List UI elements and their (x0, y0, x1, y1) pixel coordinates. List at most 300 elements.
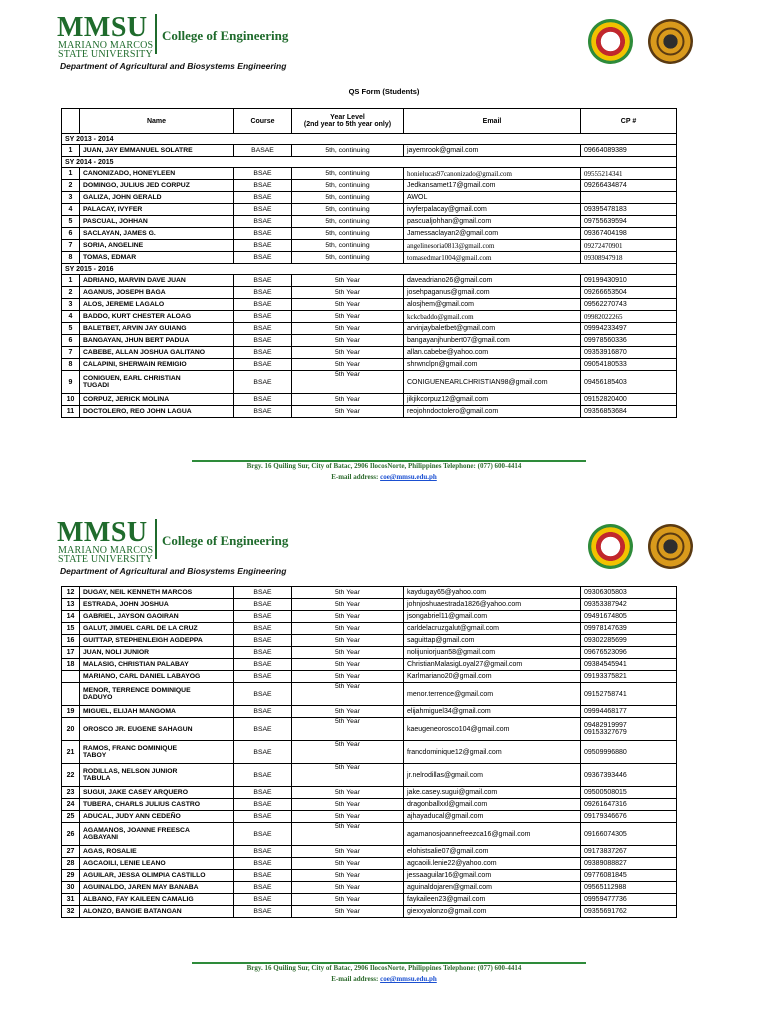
course: BSAE (234, 799, 292, 811)
table-row (62, 299, 677, 311)
cp-number: 09491674805 (581, 611, 677, 623)
cp-number (581, 192, 677, 204)
cp-number: 09676523096 (581, 647, 677, 659)
course: BSAE (234, 882, 292, 894)
course: BSAE (234, 683, 292, 706)
footer-email (0, 975, 768, 983)
student-name: SORIA, ANGELINE (80, 240, 234, 252)
mmsu-logo (57, 519, 165, 565)
student-name: ESTRADA, JOHN JOSHUA (80, 599, 234, 611)
table-row (62, 252, 677, 264)
col-header-course: Course (234, 109, 292, 134)
email: elohistsalie07@gmail.com (404, 846, 581, 858)
email: ivyferpalacay@gmail.com (404, 204, 581, 216)
student-name: AGUINALDO, JAREN MAY BANABA (80, 882, 234, 894)
year-level: 5th Year (292, 347, 404, 359)
row-number: 7 (62, 240, 80, 252)
row-number: 24 (62, 799, 80, 811)
school-year-row (62, 157, 677, 168)
student-name-line-1: RAMOS, FRANC DOMINIQUE (83, 745, 178, 752)
student-name: SACLAYAN, JAMES G. (80, 228, 234, 240)
school-year-label: SY 2015 - 2016 (62, 264, 677, 275)
year-level: 5th Year (292, 371, 404, 394)
email: nolijuniorjuan58@gmail.com (404, 647, 581, 659)
footer-address (0, 964, 768, 972)
student-name: ADRIANO, MARVIN DAVE JUAN (80, 275, 234, 287)
table-row (62, 870, 677, 882)
row-number: 7 (62, 347, 80, 359)
row-number: 20 (62, 718, 80, 741)
student-name-line-2: AGBAYANI (83, 834, 119, 841)
row-number: 23 (62, 787, 80, 799)
table-row (62, 611, 677, 623)
email: tomasedmar1004@gmail.com (404, 252, 581, 264)
course: BSAE (234, 741, 292, 764)
year-level: 5th Year (292, 741, 404, 764)
table-row (62, 204, 677, 216)
student-name-line-2: TABOY (83, 752, 107, 759)
row-number (62, 683, 80, 706)
student-name: CORPUZ, JERICK MOLINA (80, 394, 234, 406)
cp-number: 09384545941 (581, 659, 677, 671)
email: reojohndoctolero@gmail.com (404, 406, 581, 418)
year-level-label: Year Level (330, 114, 365, 121)
table-row (62, 823, 677, 846)
course: BASAE (234, 145, 292, 157)
year-level: 5th, continuing (292, 228, 404, 240)
student-name: CABEBE, ALLAN JOSHUA GALITANO (80, 347, 234, 359)
student-name: ALOS, JEREME LAGALO (80, 299, 234, 311)
cp-number: 09555214341 (581, 168, 677, 180)
row-number: 31 (62, 894, 80, 906)
college-name: College of Engineering (162, 533, 289, 548)
table-row (62, 882, 677, 894)
cp-number (581, 718, 677, 741)
row-number: 1 (62, 168, 80, 180)
student-name-line-1: MENOR, TERRENCE DOMINIQUE (83, 687, 191, 694)
student-name (80, 823, 234, 846)
table-row (62, 846, 677, 858)
cp-number: 09395478183 (581, 204, 677, 216)
row-number: 4 (62, 204, 80, 216)
row-number: 22 (62, 764, 80, 787)
row-number: 10 (62, 394, 80, 406)
student-name: MALASIG, CHRISTIAN PALABAY (80, 659, 234, 671)
email: honielucas97canonizado@gmail.com (404, 168, 581, 180)
year-level: 5th Year (292, 635, 404, 647)
year-level-sublabel: (2nd year to 5th year only) (303, 121, 392, 128)
cp-number: 09959477736 (581, 894, 677, 906)
row-number: 30 (62, 882, 80, 894)
cp-number: 09355691762 (581, 906, 677, 918)
course: BSAE (234, 718, 292, 741)
course: BSAE (234, 275, 292, 287)
year-level: 5th Year (292, 894, 404, 906)
table-row (62, 180, 677, 192)
footer-email-label: E-mail address: (331, 473, 379, 481)
table-row (62, 906, 677, 918)
course: BSAE (234, 635, 292, 647)
cp-number: 09456185403 (581, 371, 677, 394)
row-number: 1 (62, 275, 80, 287)
footer-address-text: Brgy. 16 Quiling Sur, City of Batac, 2906 IlocosNorte, Philippines (246, 462, 442, 470)
cp-number: 09356853684 (581, 406, 677, 418)
cp-number: 09193375821 (581, 671, 677, 683)
course: BSAE (234, 287, 292, 299)
course: BSAE (234, 299, 292, 311)
university-seal-icon (588, 524, 633, 569)
row-number: 2 (62, 287, 80, 299)
email: alosjhem@gmail.com (404, 299, 581, 311)
row-number: 29 (62, 870, 80, 882)
student-name: AGANUS, JOSEPH BAGA (80, 287, 234, 299)
course: BSAE (234, 347, 292, 359)
table-row (62, 275, 677, 287)
table-row (62, 764, 677, 787)
school-year-label: SY 2013 - 2014 (62, 134, 677, 145)
cp-number: 09166074305 (581, 823, 677, 846)
row-number: 18 (62, 659, 80, 671)
year-level: 5th Year (292, 587, 404, 599)
cp-number: 09978560336 (581, 335, 677, 347)
student-name-line-1: AGAMANOS, JOANNE FREESCA (83, 827, 190, 834)
email: ChristianMalasigLoyal27@gmail.com (404, 659, 581, 671)
logo-mmsu-text: MMSU (57, 517, 148, 548)
email: dragonballxxl@gmail.com (404, 799, 581, 811)
cp-number: 09367393446 (581, 764, 677, 787)
table-row (62, 659, 677, 671)
school-year-row (62, 264, 677, 275)
year-level: 5th Year (292, 394, 404, 406)
course: BSAE (234, 323, 292, 335)
footer-telephone: Telephone: (077) 600-4414 (443, 462, 522, 470)
document-page-2 (0, 505, 768, 1024)
email: angelinesoria0813@gmail.com (404, 240, 581, 252)
email: jessaaguilar16@gmail.com (404, 870, 581, 882)
year-level: 5th Year (292, 647, 404, 659)
logo-line-2: STATE UNIVERSITY (58, 49, 153, 60)
course: BSAE (234, 647, 292, 659)
course: BSAE (234, 870, 292, 882)
email: shrwnclpn@gmail.com (404, 359, 581, 371)
students-table-page-2 (61, 586, 677, 918)
footer-telephone: Telephone: (077) 600-4414 (443, 964, 522, 972)
students-table-page-1 (61, 108, 677, 418)
cp-number: 09179346676 (581, 811, 677, 823)
table-row (62, 671, 677, 683)
year-level: 5th Year (292, 846, 404, 858)
cp-number: 09199430910 (581, 275, 677, 287)
course: BSAE (234, 894, 292, 906)
table-row (62, 394, 677, 406)
email: Jamessaclayan2@gmail.com (404, 228, 581, 240)
cp-number: 09367404198 (581, 228, 677, 240)
table-row (62, 240, 677, 252)
cp-number: 09353916870 (581, 347, 677, 359)
course: BSAE (234, 906, 292, 918)
cp-number: 09509996880 (581, 741, 677, 764)
student-name: BANGAYAN, JHUN BERT PADUA (80, 335, 234, 347)
email: jake.casey.sugui@gmail.com (404, 787, 581, 799)
year-level: 5th Year (292, 623, 404, 635)
year-level: 5th Year (292, 811, 404, 823)
row-number: 11 (62, 406, 80, 418)
email: aguinaldojaren@gmail.com (404, 882, 581, 894)
table-row (62, 371, 677, 394)
student-name: GALIZA, JOHN GERALD (80, 192, 234, 204)
course: BSAE (234, 599, 292, 611)
table-row (62, 347, 677, 359)
email: pascualjohhan@gmail.com (404, 216, 581, 228)
footer-address-text: Brgy. 16 Quiling Sur, City of Batac, 2906 IlocosNorte, Philippines (246, 964, 442, 972)
email: bangayanjhunbert07@gmail.com (404, 335, 581, 347)
student-name-line-1: CONIGUEN, EARL CHRISTIAN (83, 375, 181, 382)
email: Karlmariano20@gmail.com (404, 671, 581, 683)
footer-email-label: E-mail address: (331, 975, 379, 983)
table-row (62, 145, 677, 157)
year-level: 5th Year (292, 764, 404, 787)
email: allan.cabebe@yahoo.com (404, 347, 581, 359)
col-header-number (62, 109, 80, 134)
cp-number: 09565112988 (581, 882, 677, 894)
year-level: 5th Year (292, 858, 404, 870)
row-number: 8 (62, 252, 80, 264)
cp-number: 09266434874 (581, 180, 677, 192)
student-name: TOMAS, EDMAR (80, 252, 234, 264)
row-number: 5 (62, 323, 80, 335)
row-number: 3 (62, 192, 80, 204)
student-name: AGCAOILI, LENIE LEANO (80, 858, 234, 870)
year-level: 5th, continuing (292, 168, 404, 180)
course: BSAE (234, 787, 292, 799)
year-level: 5th, continuing (292, 240, 404, 252)
year-level: 5th Year (292, 706, 404, 718)
year-level: 5th Year (292, 799, 404, 811)
table-row (62, 599, 677, 611)
cp-number: 09978147639 (581, 623, 677, 635)
student-name-line-2: TABULA (83, 775, 111, 782)
cp-number: 09152758741 (581, 683, 677, 706)
form-title: QS Form (Students) (348, 87, 420, 96)
cp-number: 09664089389 (581, 145, 677, 157)
row-number: 26 (62, 823, 80, 846)
cp-number: 09500508015 (581, 787, 677, 799)
table-row (62, 359, 677, 371)
email: arvinjaybaletbet@gmail.com (404, 323, 581, 335)
mmsu-logo (57, 14, 165, 60)
year-level: 5th Year (292, 823, 404, 846)
year-level: 5th, continuing (292, 192, 404, 204)
year-level: 5th, continuing (292, 216, 404, 228)
row-number: 27 (62, 846, 80, 858)
row-number (62, 671, 80, 683)
course: BSAE (234, 659, 292, 671)
course: BSAE (234, 823, 292, 846)
course: BSAE (234, 671, 292, 683)
year-level: 5th Year (292, 659, 404, 671)
student-name: JUAN, JAY EMMANUEL SOLATRE (80, 145, 234, 157)
email: giexxyalonzo@gmail.com (404, 906, 581, 918)
table-row (62, 216, 677, 228)
email: carldelacruzgalut@gmail.com (404, 623, 581, 635)
course: BSAE (234, 764, 292, 787)
student-name: DOCTOLERO, REO JOHN LAGUA (80, 406, 234, 418)
document-page-1 (0, 0, 768, 500)
student-name: MARIANO, CARL DANIEL LABAYOG (80, 671, 234, 683)
student-name: ALONZO, BANGIE BATANGAN (80, 906, 234, 918)
course: BSAE (234, 623, 292, 635)
student-name: SUGUI, JAKE CASEY ARQUERO (80, 787, 234, 799)
course: BSAE (234, 846, 292, 858)
email: jayemrook@gmail.com (404, 145, 581, 157)
engineering-gear-seal-icon (648, 19, 693, 64)
course: BSAE (234, 168, 292, 180)
email: AWOL (404, 192, 581, 204)
table-header-row (62, 109, 677, 134)
cp-number: 09994468177 (581, 706, 677, 718)
logo-divider (155, 519, 157, 559)
course: BSAE (234, 216, 292, 228)
table-row (62, 587, 677, 599)
year-level: 5th Year (292, 275, 404, 287)
table-row (62, 228, 677, 240)
cp-number: 09266653504 (581, 287, 677, 299)
cp-number: 09755639594 (581, 216, 677, 228)
student-name-line-2: DADUYO (83, 694, 113, 701)
student-name: AGAS, ROSALIE (80, 846, 234, 858)
year-level: 5th Year (292, 683, 404, 706)
footer-email-link[interactable]: coe@mmsu.edu.ph (380, 473, 437, 481)
course: BSAE (234, 192, 292, 204)
email: Jedkansamet17@gmail.com (404, 180, 581, 192)
email: faykaileen23@gmail.com (404, 894, 581, 906)
course: BSAE (234, 359, 292, 371)
student-name: CANONIZADO, HONEYLEEN (80, 168, 234, 180)
email: jr.nelrodillas@gmail.com (404, 764, 581, 787)
student-name: PASCUAL, JOHHAN (80, 216, 234, 228)
year-level: 5th Year (292, 406, 404, 418)
course: BSAE (234, 228, 292, 240)
course: BSAE (234, 252, 292, 264)
course: BSAE (234, 204, 292, 216)
student-name (80, 741, 234, 764)
student-name: MIGUEL, ELIJAH MANGOMA (80, 706, 234, 718)
student-name: GUITTAP, STEPHENLEIGH AGDEPPA (80, 635, 234, 647)
row-number: 12 (62, 587, 80, 599)
table-row (62, 741, 677, 764)
table-row (62, 335, 677, 347)
year-level: 5th Year (292, 599, 404, 611)
table-row (62, 718, 677, 741)
email: agcaoili.lenie22@yahoo.com (404, 858, 581, 870)
logo-line-1: MARIANO MARCOS (58, 545, 154, 556)
row-number: 5 (62, 216, 80, 228)
email: johnjoshuaestrada1826@yahoo.com (404, 599, 581, 611)
school-year-row (62, 134, 677, 145)
year-level: 5th, continuing (292, 180, 404, 192)
row-number: 28 (62, 858, 80, 870)
student-name-line-2: TUGADI (83, 382, 110, 389)
student-name: PALACAY, IVYFER (80, 204, 234, 216)
student-name-line-1: RODILLAS, NELSON JUNIOR (83, 768, 178, 775)
year-level: 5th Year (292, 671, 404, 683)
year-level: 5th, continuing (292, 145, 404, 157)
table-row (62, 635, 677, 647)
table-row (62, 311, 677, 323)
year-level: 5th Year (292, 311, 404, 323)
cp-number: 09353387942 (581, 599, 677, 611)
table-row (62, 287, 677, 299)
logo-line-1: MARIANO MARCOS (58, 40, 154, 51)
student-name: GABRIEL, JAYSON GAOIRAN (80, 611, 234, 623)
table-row (62, 706, 677, 718)
year-level: 5th, continuing (292, 204, 404, 216)
course: BSAE (234, 406, 292, 418)
row-number: 4 (62, 311, 80, 323)
engineering-gear-seal-icon (648, 524, 693, 569)
row-number: 14 (62, 611, 80, 623)
row-number: 15 (62, 623, 80, 635)
course: BSAE (234, 240, 292, 252)
cp-number: 09308947918 (581, 252, 677, 264)
student-name: OROSCO JR. EUGENE SAHAGUN (80, 718, 234, 741)
table-row (62, 323, 677, 335)
footer-email (0, 473, 768, 481)
department-name: Department of Agricultural and Biosystems Engineering (60, 61, 287, 71)
cp-number: 09152820400 (581, 394, 677, 406)
email: agamanosjoannefreezca16@gmail.com (404, 823, 581, 846)
year-level: 5th Year (292, 611, 404, 623)
course: BSAE (234, 858, 292, 870)
cp-number: 09054180533 (581, 359, 677, 371)
table-row (62, 799, 677, 811)
student-name: JUAN, NOLI JUNIOR (80, 647, 234, 659)
email: elijahmiguel34@gmail.com (404, 706, 581, 718)
email: jsongabriel11@gmail.com (404, 611, 581, 623)
cp-number: 09562270743 (581, 299, 677, 311)
table-row (62, 894, 677, 906)
footer-email-link[interactable]: coe@mmsu.edu.ph (380, 975, 437, 983)
col-header-cp: CP # (581, 109, 677, 134)
email: saguittap@gmail.com (404, 635, 581, 647)
year-level: 5th Year (292, 870, 404, 882)
year-level: 5th Year (292, 787, 404, 799)
student-name: DOMINGO, JULIUS JED CORPUZ (80, 180, 234, 192)
course: BSAE (234, 180, 292, 192)
cp-number: 09776081845 (581, 870, 677, 882)
year-level: 5th Year (292, 287, 404, 299)
row-number: 21 (62, 741, 80, 764)
course: BSAE (234, 311, 292, 323)
student-name: ADUCAL, JUDY ANN CEDEÑO (80, 811, 234, 823)
university-seal-icon (588, 19, 633, 64)
course: BSAE (234, 371, 292, 394)
cp-number: 09306305803 (581, 587, 677, 599)
email: josehpaganus@gmail.com (404, 287, 581, 299)
year-level: 5th, continuing (292, 252, 404, 264)
email: kaeugeneorosco104@gmail.com (404, 718, 581, 741)
course: BSAE (234, 811, 292, 823)
college-name: College of Engineering (162, 28, 289, 43)
row-number: 9 (62, 371, 80, 394)
cp-number-line-2: 09153327679 (584, 729, 627, 736)
cp-number: 09302285699 (581, 635, 677, 647)
table-row (62, 858, 677, 870)
table-row (62, 647, 677, 659)
student-name: BALETBET, ARVIN JAY GUIANG (80, 323, 234, 335)
student-name: AGUILAR, JESSA OLIMPIA CASTILLO (80, 870, 234, 882)
course: BSAE (234, 335, 292, 347)
